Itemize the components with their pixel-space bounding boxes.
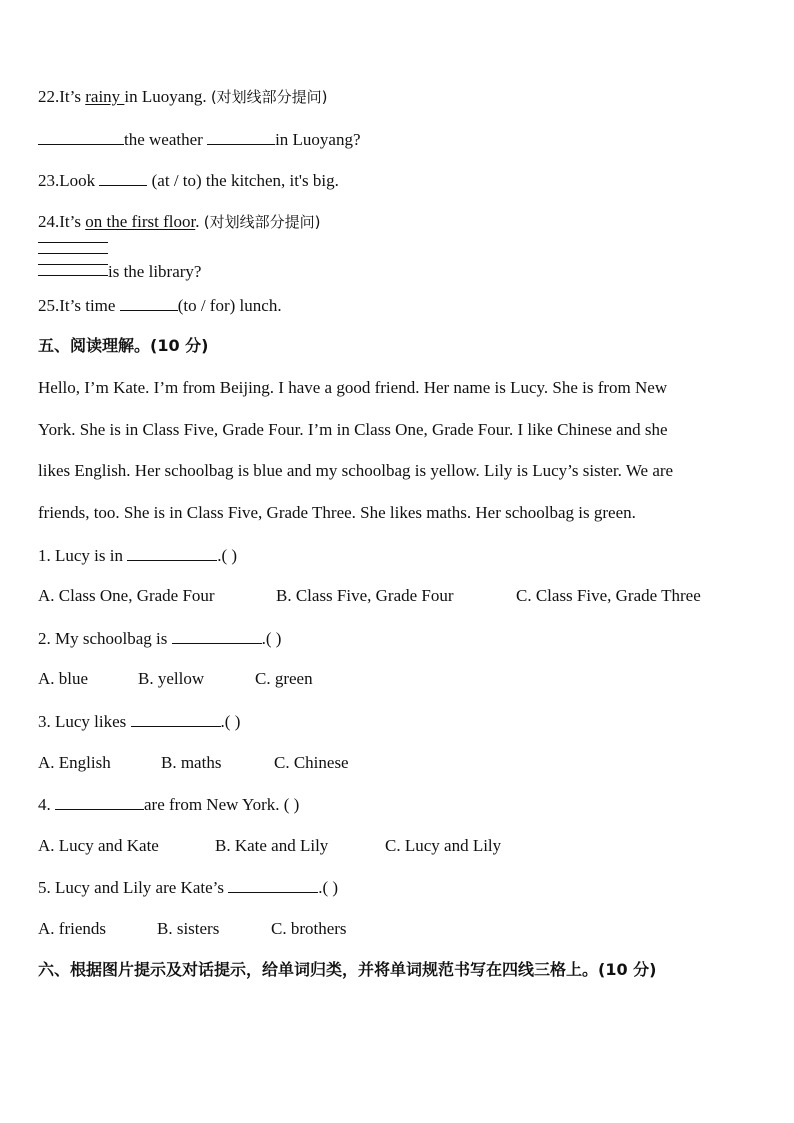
reading-question-1 — [38, 545, 237, 565]
question-text: 5. Lucy and Lily are Kate’s — [38, 878, 229, 897]
answer-blank[interactable] — [127, 545, 217, 561]
instruction-note: (对划线部分提问) — [210, 88, 328, 106]
answer-line-24 — [108, 262, 201, 282]
answer-blank[interactable] — [55, 794, 144, 810]
question-text: 3. Lucy likes — [38, 712, 131, 731]
question-number: 23. — [38, 171, 60, 190]
question-text: 1. Lucy is in — [38, 546, 128, 565]
option-a[interactable]: A. Class One, Grade Four — [38, 586, 215, 605]
answer-text: the weather — [124, 130, 208, 149]
passage-line: friends, too. She is in Class Five, Grade Three. She likes maths. Her schoolbag is green. — [38, 503, 636, 522]
answer-blank[interactable] — [120, 295, 178, 311]
question-text: It’s — [59, 87, 86, 106]
option-a[interactable]: A. blue — [38, 669, 89, 688]
reading-question-3 — [38, 711, 240, 731]
question-text: . — [195, 212, 200, 231]
option-c[interactable]: C. Class Five, Grade Three — [516, 586, 701, 605]
question-text: 2. My schoolbag is — [38, 629, 172, 648]
answer-text: is the library? — [108, 262, 202, 281]
answer-blank[interactable] — [131, 711, 221, 727]
option-a[interactable]: A. friends — [38, 919, 106, 938]
section-5-heading: 五、阅读理解。(10 分) — [38, 336, 209, 355]
question-text: It’s — [59, 212, 86, 231]
question-text: (at / to) the kitchen, it's big. — [147, 171, 339, 190]
section-6-heading: 六、根据图片提示及对话提示，给单词归类，并将单词规范书写在四线三格上。(10 分) — [38, 960, 657, 979]
passage-line: York. She is in Class Five, Grade Four. I’m in Class One, Grade Four. I like Chinese and she — [38, 420, 668, 439]
option-c[interactable]: C. Lucy and Lily — [385, 836, 502, 855]
question-number: 22. — [38, 87, 60, 106]
answer-bracket: .( ) — [220, 712, 241, 731]
answer-text: in Luoyang? — [275, 130, 361, 149]
option-a[interactable]: A. Lucy and Kate — [38, 836, 159, 855]
answer-line-22 — [38, 129, 361, 149]
option-a[interactable]: A. English — [38, 753, 111, 772]
question-text: Look — [59, 171, 100, 190]
option-c[interactable]: C. green — [255, 669, 313, 688]
answer-bracket: are from New York. ( ) — [144, 795, 300, 814]
answer-bracket: .( ) — [318, 878, 339, 897]
reading-question-5 — [38, 877, 338, 897]
question-24 — [38, 212, 320, 232]
answer-blank[interactable] — [228, 877, 318, 893]
option-c[interactable]: C. brothers — [271, 919, 347, 938]
question-text: in Luoyang. — [124, 87, 207, 106]
answer-blank[interactable] — [99, 170, 147, 186]
answer-blank[interactable] — [172, 628, 262, 644]
four-line-writing-grid[interactable] — [38, 242, 108, 276]
question-text: (to / for) lunch. — [177, 296, 282, 315]
option-c[interactable]: C. Chinese — [274, 753, 349, 772]
answer-blank[interactable] — [38, 129, 124, 145]
question-text: 4. — [38, 795, 55, 814]
question-23 — [38, 170, 339, 190]
answer-bracket: .( ) — [261, 629, 282, 648]
option-b[interactable]: B. Kate and Lily — [215, 836, 329, 855]
question-text: It’s time — [59, 296, 120, 315]
question-22 — [38, 87, 328, 107]
option-b[interactable]: B. maths — [161, 753, 222, 772]
passage-line: likes English. Her schoolbag is blue and my schoolbag is yellow. Lily is Lucy’s sister. We are — [38, 461, 674, 480]
passage-line: Hello, I’m Kate. I’m from Beijing. I have a good friend. Her name is Lucy. She is from New — [38, 378, 668, 397]
reading-question-4 — [38, 794, 299, 814]
option-b[interactable]: B. yellow — [138, 669, 205, 688]
question-number: 25. — [38, 296, 60, 315]
answer-bracket: .( ) — [217, 546, 238, 565]
question-number: 24. — [38, 212, 60, 231]
option-b[interactable]: B. Class Five, Grade Four — [276, 586, 454, 605]
instruction-note: (对划线部分提问) — [203, 213, 321, 231]
underlined-phrase: on the first floor — [85, 212, 196, 231]
underlined-phrase: rainy — [85, 87, 125, 106]
option-b[interactable]: B. sisters — [157, 919, 220, 938]
answer-blank[interactable] — [207, 129, 275, 145]
reading-question-2 — [38, 628, 281, 648]
question-25 — [38, 295, 282, 315]
